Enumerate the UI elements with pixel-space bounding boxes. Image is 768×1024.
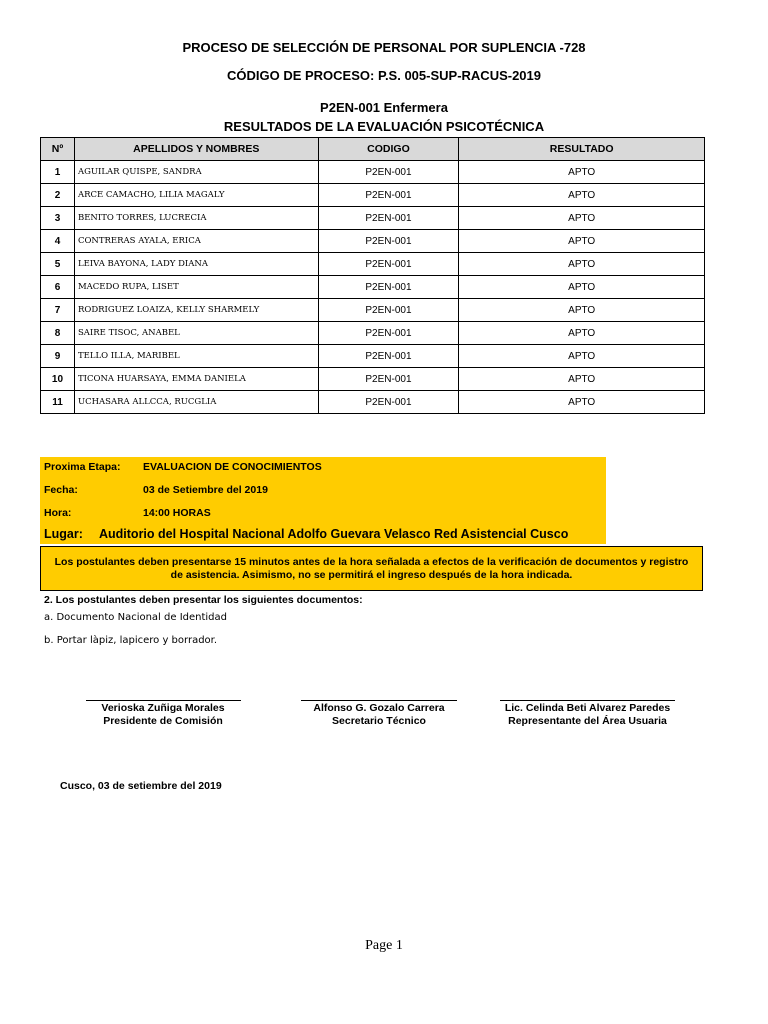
table-row bbox=[41, 345, 705, 368]
row-result: APTO bbox=[459, 276, 705, 299]
row-code: P2EN-001 bbox=[318, 322, 459, 345]
notice-box: Los postulantes deben presentarse 15 minutos antes de la hora señalada a efectos de la verificación de documentos y registro de asistencia. Asimismo, no se permitirá el ingreso después de la hora indicada. bbox=[40, 546, 703, 591]
row-code: P2EN-001 bbox=[318, 184, 459, 207]
row-code: P2EN-001 bbox=[318, 391, 459, 414]
table-row bbox=[41, 322, 705, 345]
signatory-name: Alfonso G. Gozalo Carrera bbox=[313, 702, 445, 714]
column-header-number: Nº bbox=[41, 138, 75, 161]
row-number: 5 bbox=[41, 253, 75, 276]
row-code: P2EN-001 bbox=[318, 276, 459, 299]
row-code: P2EN-001 bbox=[318, 345, 459, 368]
row-result: APTO bbox=[459, 391, 705, 414]
time-label: Hora: bbox=[44, 507, 72, 519]
next-stage-panel bbox=[40, 457, 606, 544]
row-name: TICONA HUARSAYA, EMMA DANIELA bbox=[74, 368, 318, 391]
row-code: P2EN-001 bbox=[318, 253, 459, 276]
position-title: P2EN-001 Enfermera bbox=[320, 100, 448, 115]
row-result: APTO bbox=[459, 322, 705, 345]
page-number: Page 1 bbox=[365, 938, 403, 953]
results-table bbox=[40, 137, 705, 414]
row-name: TELLO ILLA, MARIBEL bbox=[74, 345, 318, 368]
place-label: Lugar: bbox=[44, 527, 83, 541]
row-code: P2EN-001 bbox=[318, 230, 459, 253]
signature-block bbox=[266, 702, 492, 728]
signatory-name: Verioska Zuñiga Morales bbox=[101, 702, 225, 714]
results-title: RESULTADOS DE LA EVALUACIÓN PSICOTÉCNICA bbox=[223, 119, 545, 134]
row-result: APTO bbox=[459, 253, 705, 276]
row-result: APTO bbox=[459, 345, 705, 368]
row-name: BENITO TORRES, LUCRECIA bbox=[74, 207, 318, 230]
time-value: 14:00 HORAS bbox=[143, 507, 211, 519]
table-row bbox=[41, 184, 705, 207]
column-header-code: CODIGO bbox=[318, 138, 459, 161]
row-name: CONTRERAS AYALA, ERICA bbox=[74, 230, 318, 253]
row-number: 1 bbox=[41, 161, 75, 184]
date-label: Fecha: bbox=[44, 484, 78, 496]
row-result: APTO bbox=[459, 299, 705, 322]
row-result: APTO bbox=[459, 161, 705, 184]
table-row bbox=[41, 276, 705, 299]
table-row bbox=[41, 207, 705, 230]
row-name: MACEDO RUPA, LISET bbox=[74, 276, 318, 299]
table-row bbox=[41, 230, 705, 253]
document-title: PROCESO DE SELECCIÓN DE PERSONAL POR SUPLENCIA -728 bbox=[182, 40, 586, 55]
row-number: 3 bbox=[41, 207, 75, 230]
table-row bbox=[41, 161, 705, 184]
signature-block bbox=[462, 702, 713, 728]
row-result: APTO bbox=[459, 368, 705, 391]
signature-line bbox=[500, 700, 675, 701]
table-row bbox=[41, 368, 705, 391]
next-stage-value: EVALUACION DE CONOCIMIENTOS bbox=[143, 461, 322, 473]
table-header-row bbox=[41, 138, 705, 161]
signatory-role: Secretario Técnico bbox=[332, 715, 426, 727]
signature-line bbox=[86, 700, 241, 701]
date-value: 03 de Setiembre del 2019 bbox=[143, 484, 268, 496]
row-code: P2EN-001 bbox=[318, 207, 459, 230]
row-name: UCHASARA ALLCCA, RUCGLIA bbox=[74, 391, 318, 414]
signature-block bbox=[50, 702, 276, 728]
table-row bbox=[41, 391, 705, 414]
signatory-name: Lic. Celinda Beti Alvarez Paredes bbox=[504, 702, 671, 714]
row-name: AGUILAR QUISPE, SANDRA bbox=[74, 161, 318, 184]
documents-item: b. Portar làpiz, lapicero y borrador. bbox=[44, 635, 218, 646]
row-result: APTO bbox=[459, 184, 705, 207]
next-stage-label: Proxima Etapa: bbox=[44, 461, 121, 473]
row-result: APTO bbox=[459, 230, 705, 253]
row-number: 11 bbox=[41, 391, 75, 414]
row-number: 6 bbox=[41, 276, 75, 299]
process-code: CÓDIGO DE PROCESO: P.S. 005-SUP-RACUS-2019 bbox=[226, 68, 541, 83]
row-name: LEIVA BAYONA, LADY DIANA bbox=[74, 253, 318, 276]
signatory-role: Representante del Área Usuaria bbox=[508, 715, 667, 727]
documents-item: a. Documento Nacional de Identidad bbox=[44, 612, 228, 623]
column-header-name: APELLIDOS Y NOMBRES bbox=[74, 138, 318, 161]
place-value: Auditorio del Hospital Nacional Adolfo Guevara Velasco Red Asistencial Cusco bbox=[99, 527, 569, 541]
row-number: 10 bbox=[41, 368, 75, 391]
column-header-result: RESULTADO bbox=[459, 138, 705, 161]
row-number: 8 bbox=[41, 322, 75, 345]
row-code: P2EN-001 bbox=[318, 368, 459, 391]
row-code: P2EN-001 bbox=[318, 299, 459, 322]
table-row bbox=[41, 299, 705, 322]
signature-line bbox=[301, 700, 457, 701]
row-code: P2EN-001 bbox=[318, 161, 459, 184]
row-number: 7 bbox=[41, 299, 75, 322]
row-number: 2 bbox=[41, 184, 75, 207]
row-name: SAIRE TISOC, ANABEL bbox=[74, 322, 318, 345]
documents-title: 2. Los postulantes deben presentar los siguientes documentos: bbox=[44, 594, 363, 606]
place-date: Cusco, 03 de setiembre del 2019 bbox=[60, 780, 222, 792]
row-number: 9 bbox=[41, 345, 75, 368]
row-name: RODRIGUEZ LOAIZA, KELLY SHARMELY bbox=[74, 299, 318, 322]
row-result: APTO bbox=[459, 207, 705, 230]
table-row bbox=[41, 253, 705, 276]
row-name: ARCE CAMACHO, LILIA MAGALY bbox=[74, 184, 318, 207]
signatory-role: Presidente de Comisión bbox=[103, 715, 223, 727]
row-number: 4 bbox=[41, 230, 75, 253]
